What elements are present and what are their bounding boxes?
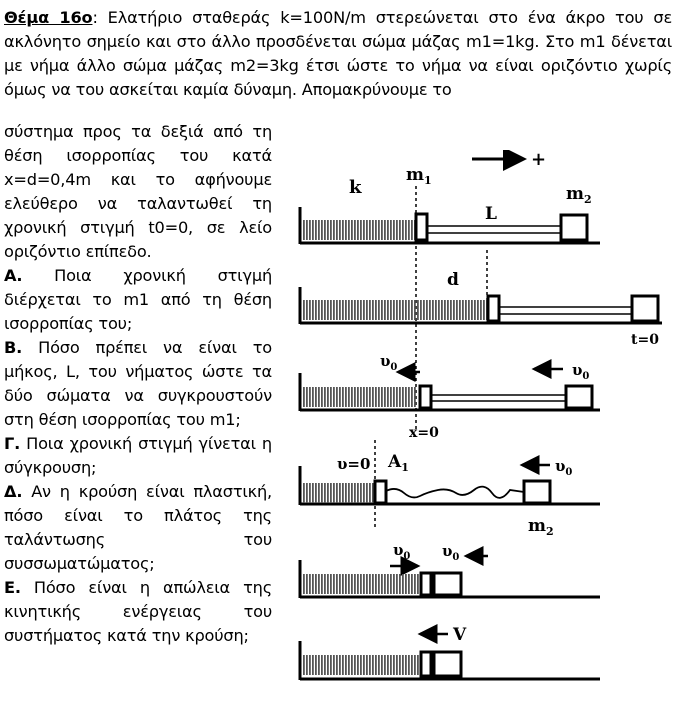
- block-m1: [488, 296, 499, 321]
- block-m1: [421, 652, 431, 676]
- problem-title: Θέμα 16ο: [4, 8, 93, 27]
- block-m2: [561, 215, 587, 240]
- spring: [302, 655, 419, 675]
- row-6: [300, 625, 600, 680]
- block-m2: [632, 296, 658, 321]
- block-m1: [420, 386, 431, 408]
- question-d: Δ. Αν η κρούση είναι πλαστική, πόσο είναι το πλάτος της ταλάντωσης του συσσωματώματος;: [4, 482, 272, 573]
- spring: [302, 387, 416, 407]
- block-m1: [416, 214, 427, 240]
- row-4: [300, 452, 600, 538]
- block-m2: [524, 481, 550, 503]
- spring-mass-figure: [286, 150, 672, 710]
- block-m2: [434, 573, 461, 595]
- m2-label: $m_2$: [566, 184, 592, 206]
- spring: [302, 300, 488, 320]
- question-e: Ε. Πόσο είναι η απώλεια της κινητικής ενέργειας του συστήματος κατά την κρούση;: [4, 578, 272, 645]
- v-zero-label: υ=0: [337, 455, 371, 473]
- k-label: k: [349, 177, 362, 198]
- v0-label-left: $\upsilon_0$: [380, 352, 398, 373]
- row-3: [300, 352, 600, 441]
- v0-label-left: $\upsilon_0$: [393, 541, 411, 562]
- row-5: [300, 541, 600, 598]
- intro-paragraph: [4, 6, 672, 102]
- length-label: L: [485, 204, 497, 224]
- row-1: [300, 165, 600, 244]
- block-m1: [375, 481, 386, 503]
- slack-string: [386, 487, 524, 498]
- spring: [302, 574, 419, 594]
- questions-column: [4, 120, 272, 648]
- spring: [302, 483, 375, 503]
- v0-label-right: $\upsilon_0$: [442, 542, 460, 563]
- m1-label: $m_1$: [406, 165, 432, 187]
- plus-label: +: [531, 150, 547, 170]
- question-c: Γ. Ποια χρονική στιγμή γίνεται η σύγκρουση;: [4, 434, 272, 477]
- block-m2: [566, 386, 592, 408]
- v0-label: $\upsilon_0$: [555, 457, 573, 478]
- question-a: Α. Ποια χρονική στιγμή διέρχεται το m1 από τη θέση ισορροπίας του;: [4, 266, 272, 333]
- spring: [302, 220, 416, 240]
- v-label: V: [453, 625, 467, 645]
- a1-label: $A_1$: [388, 452, 409, 474]
- v0-label-right: $\upsilon_0$: [572, 361, 590, 382]
- x0-label: x=0: [409, 425, 439, 441]
- left-intro-text: σύστημα προς τα δεξιά από τη θέση ισορροπίας του κατά x=d=0,4m και το αφήνουμε ελεύθερο να ταλαντωθεί τη χρονική στιγμή t0=0, σε λείο οριζόντιο επίπεδο.: [4, 122, 272, 261]
- row-2: [300, 270, 662, 348]
- intro-text: : Ελατήριο σταθεράς k=100N/m στερεώνεται στο ένα άκρο του σε ακλόνητο σημείο και στο άλλο προσδένεται σώμα μάζας m1=1kg. Στο m1 δένεται με νήμα άλλο σώμα μάζας m2=3kg έτσι ώστε το νήμα να είναι οριζόντιο χωρίς όμως να του ασκείται καμία δύναμη. Απομακρύνουμε το: [4, 8, 672, 99]
- d-label: d: [447, 270, 459, 290]
- question-b: Β. Πόσο πρέπει να είναι το μήκος, L, του νήματος ώστε τα δύο σώματα να συγκρουστούν στη θέση ισορροπίας του m1;: [4, 338, 273, 429]
- t0-label: t=0: [631, 332, 659, 348]
- block-m2: [434, 652, 461, 676]
- m2-label-bottom: $m_2$: [528, 516, 554, 538]
- block-m1: [421, 573, 431, 595]
